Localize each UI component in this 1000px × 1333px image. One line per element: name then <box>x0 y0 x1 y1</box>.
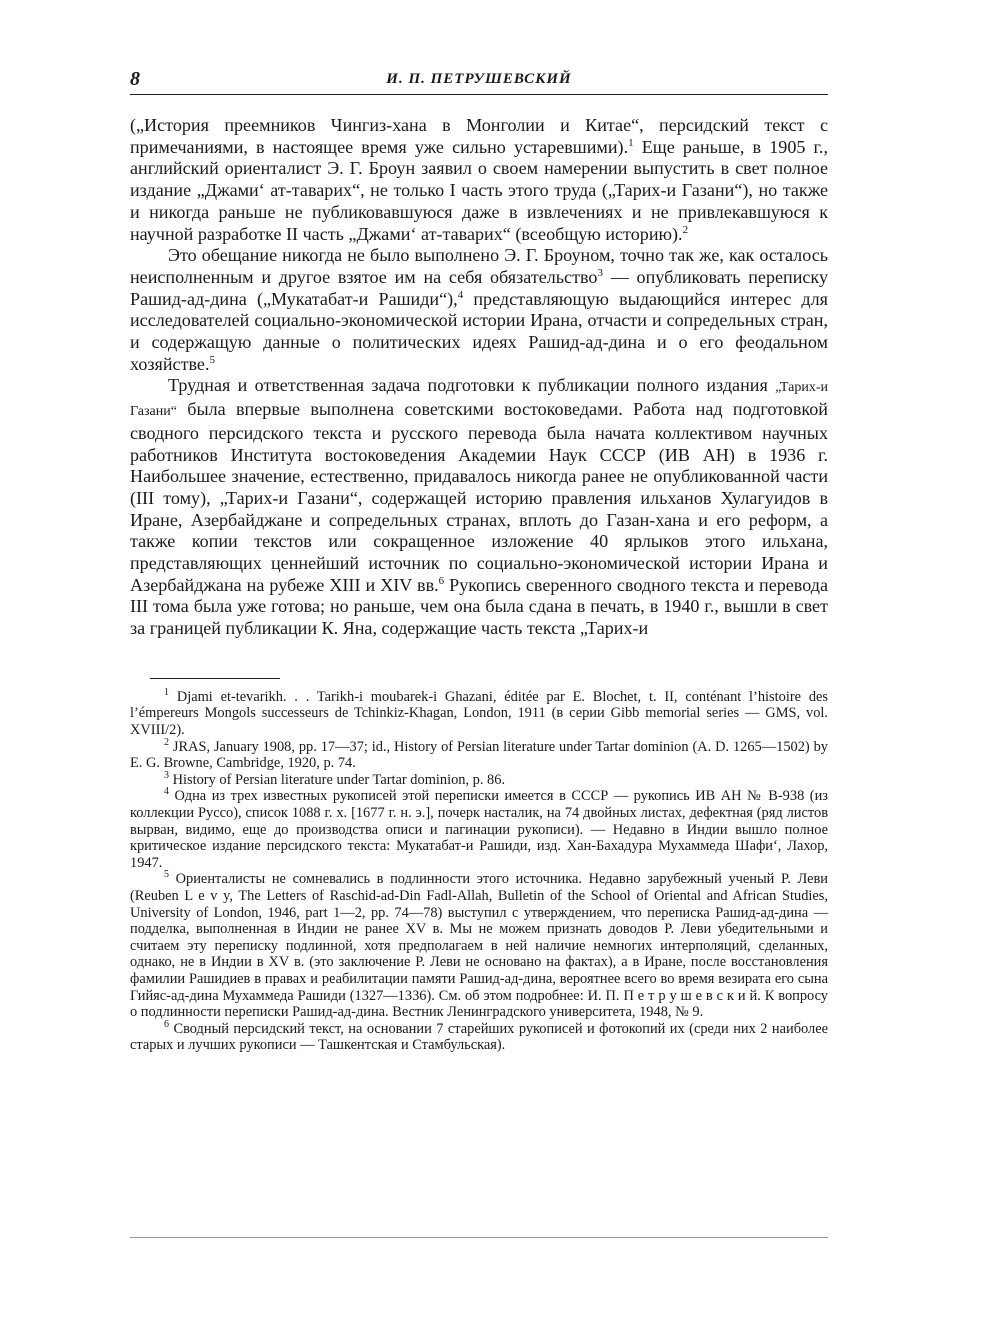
footnote-ref-6: 6 <box>438 574 445 587</box>
running-title: И. П. ПЕТРУШЕВСКИЙ <box>386 71 572 87</box>
footnote-1 <box>130 689 828 739</box>
footnote-text: Сводный персидский текст, на основании 7 старейших рукописей и фотокопий их (среди них 2 наиболее старых и лучших рукописи — Ташкентская и Стамбульская). <box>130 1020 828 1054</box>
footnote-text: History of Persian literature under Tartar dominion, p. 86. <box>172 771 506 788</box>
footnote-number: 2 <box>164 736 169 748</box>
footnote-number: 5 <box>164 869 169 881</box>
footnote-2 <box>130 736 828 772</box>
footnote-number: 4 <box>164 786 169 798</box>
paragraph-2-text-2: — опубликовать переписку Рашид-ад-дина („Мукатабат-и Рашиди“), <box>130 266 828 309</box>
paragraph-3 <box>130 375 828 639</box>
book-page <box>130 66 828 1054</box>
footnote-number: 1 <box>164 687 169 699</box>
footnote-text: Одна из трех известных рукописей этой переписки имеется в СССР — рукопись ИВ АН № В-938 (из коллекции Руссо), список 1088 г. х. [1677 г. н. э.], почерк насталик, на 74 двойных листах, дефектная (ряд листов вырван, видимо, еще до производства описи и пагинации рукописи). — Недавно в Индии вышло полное критическое издание персидского текста: Мукатабат-и Рашиди, изд. Хан-Бахадура Мухаммеда Шафи‘, Лахор, 1947. <box>130 788 828 871</box>
main-text <box>130 115 828 640</box>
footnote-ref-2: 2 <box>682 223 689 236</box>
footnotes <box>130 689 828 1054</box>
paragraph-1-text-2: Еще раньше, в 1905 г., английский ориенталист Э. Г. Броун заявил о своем намерении выпустить в свет полное издание „Джами‘ ат-таварих“, не только I часть этого труда („Тарих-и Газани“), но также и никогда раньше не публиковавшуюся даже в извлечениях и не привлекавшуюся к научной разработке II часть „Джами‘ ат-таварих“ (всеобщую историю). <box>130 136 828 244</box>
paragraph-3-text-2: была впервые выполнена советскими востоковедами. Работа над подготовкой сводного персидского текста и русского перевода была начата коллективом научных работников Института востоковедения Академии Наук СССР (ИВ АН) в 1936 г. Наибольшее значение, естественно, придавалось никогда ранее не опубликованной части (III тому), „Тарих-и Газани“, содержащей историю правления ильханов Хулагуидов в Иране, Азербайджане и сопредельных странах, вплоть до Газан-хана и его реформ, а также копии текстов или сокращенное изложение 40 ярлыков этого ильхана, представляющих ценнейший источник по социально-экономической истории Ирана и Азербайджана на рубеже XIII и XIV вв. <box>130 399 828 595</box>
footnote-number: 3 <box>164 770 169 782</box>
paragraph-2-text: Это обещание никогда не было выполнено Э. Г. Броуном, точно так же, как осталось неисполненным и другое взятое им на себя обязательство <box>130 245 828 287</box>
footnote-ref-4: 4 <box>457 288 464 301</box>
paragraph-3-text: Трудная и ответственная задача подготовки к публикации полного издания <box>168 375 768 396</box>
page-header <box>130 66 828 95</box>
footnote-5 <box>130 871 828 1020</box>
footnote-4 <box>130 788 828 871</box>
bottom-rule <box>130 1237 828 1238</box>
footnote-number: 6 <box>164 1018 169 1030</box>
small-title: „Тарих-и Газани“ <box>130 380 828 420</box>
page-number: 8 <box>130 68 140 90</box>
footnote-3 <box>130 772 828 789</box>
paragraph-1-text: („История преемников Чингиз-хана в Монголии и Китае“, персидский текст с примечаниями, в настоящее время уже сильно устаревшими). <box>130 115 828 157</box>
footnote-6 <box>130 1018 828 1054</box>
paragraph-1 <box>130 115 828 245</box>
footnote-separator <box>150 678 280 679</box>
paragraph-3-text-3: Рукопись сверенного сводного текста и перевода III тома была уже готова; но раньше, чем она была сдана в печать, в 1940 г., вышли в свет за границей публикации К. Яна, содержащие часть текста „Тарих-и <box>130 574 828 639</box>
footnote-text: JRAS, January 1908, pp. 17—37; id., History of Persian literature under Tartar dominion (A. D. 1265—1502) by E. G. Browne, Cambridge, 1920, p. 74. <box>130 738 828 772</box>
paragraph-2-text-3: представляющую выдающийся интерес для исследователей социально-экономической истории Ирана, отчасти и сопредельных стран, и содержащую данные о политических идеях Рашид-ад-дина и о его феодальном хозяйстве. <box>130 288 828 374</box>
footnote-ref-3: 3 <box>597 266 603 279</box>
footnote-ref-5: 5 <box>209 353 215 366</box>
paragraph-2 <box>130 245 828 375</box>
footnote-text: Ориенталисты не сомневались в подлинности этого источника. Недавно зарубежный ученый Р. Леви (Reuben L e v y, The Letters of Raschid-ad-Din Fadl-Allah, Bulletin of the School of Oriental and African Studies, University of London, 1946, part 1—2, pp. 74—78) выступил с утверждением, что переписка Рашид-ад-дина — подделка, выполненная в Индии не ранее XV в. Мы не можем признать доводов Р. Леви убедительными и считаем эту переписку подлинной, хотя предполагаем в ней наличие немногих интерполяций, сделанных, однако, не в Индии в XV в. (это заключение Р. Леви не основано на фактах), а в Иране, после восстановления фамилии Рашидиев в правах и реабилитации памяти Рашид-ад-дина, вероятнее всего во время везирата его сына Гийяс-ад-дина Мухаммеда Рашиди (1327—1336). См. об этом подробнее: И. П. П е т р у ш е в с к и й. К вопросу о подлинности переписки Рашид-ад-дина. Вестник Ленинградского университета, 1948, № 9. <box>130 871 828 1021</box>
footnote-ref-1: 1 <box>628 136 634 149</box>
footnote-text: Djami et-tevarikh. . . Tarikh-i moubarek-i Ghazani, éditée par E. Blochet, t. II, conténant l’histoire des l’émpereurs Mongols successeurs de Tchinkiz-Khagan, London, 1911 (в серии Gibb memorial series — GMS, vol. XVIII/2). <box>130 688 828 739</box>
